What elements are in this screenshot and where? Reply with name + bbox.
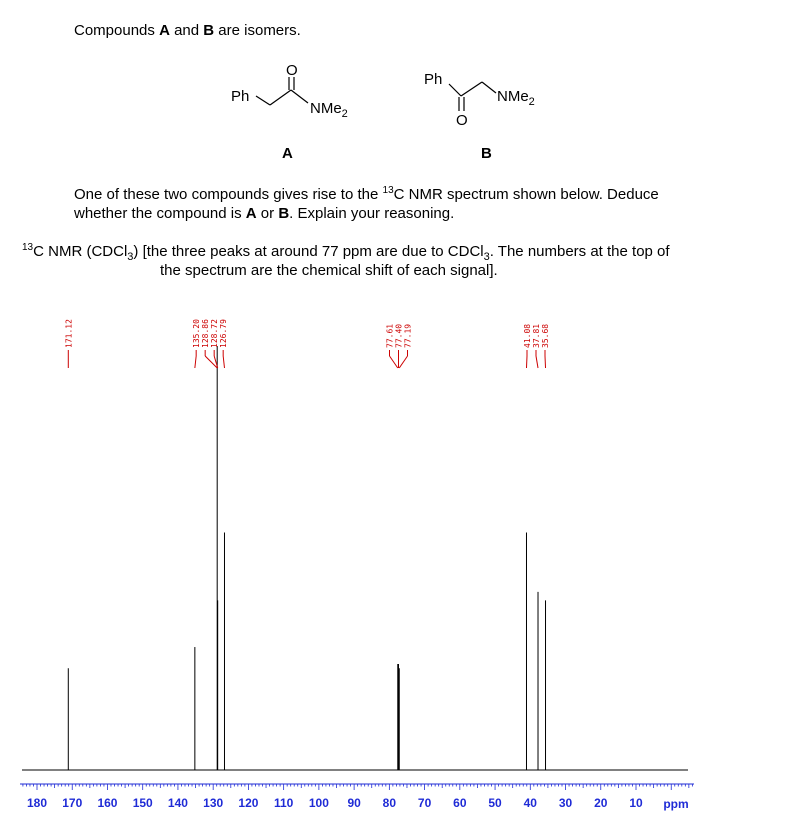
question-line-2-label-b: B [278, 205, 290, 222]
x-tick-label-110: 110 [273, 796, 294, 810]
peak-label-2: 135.20 [192, 319, 202, 348]
structure-a-o: O [286, 62, 298, 79]
peak-label-1: 171.12 [64, 319, 74, 348]
x-tick-label-140: 140 [167, 796, 188, 810]
peak-connector-9 [526, 356, 527, 368]
peak-connector-5 [223, 356, 224, 368]
structure-a-ph: Ph [231, 88, 250, 105]
peak-label-9: 41.08 [523, 323, 533, 348]
peak-label-3: 128.86 [201, 319, 211, 348]
x-tick-label-50: 50 [488, 796, 502, 810]
peak-label-8: 77.19 [403, 323, 413, 348]
x-tick-label-100: 100 [308, 796, 329, 810]
peak-label-4: 128.72 [210, 319, 220, 348]
structure-b-nme-text: NMe [497, 88, 529, 105]
x-tick-label-170: 170 [62, 796, 83, 810]
x-tick-label-10: 10 [629, 796, 643, 810]
question-line-2-or: or [256, 205, 279, 222]
caption-isotope-sup: 13 [22, 242, 34, 253]
peak-label-7: 77.40 [394, 323, 404, 348]
peak-label-11: 35.68 [541, 323, 551, 348]
peak-label-6: 77.61 [385, 323, 395, 348]
x-tick-label-90: 90 [347, 796, 361, 810]
x-tick-label-60: 60 [453, 796, 467, 810]
x-tick-label-130: 130 [203, 796, 224, 810]
intro-label-b: B [203, 22, 215, 39]
x-tick-label-20: 20 [594, 796, 608, 810]
question-line-1-prefix: One of these two compounds gives rise to the [74, 186, 383, 203]
x-tick-label-80: 80 [382, 796, 397, 810]
question-line-2-suffix: . Explain your reasoning. [289, 205, 455, 222]
x-tick-label-180: 180 [26, 796, 48, 810]
structure-b-label: B [481, 145, 492, 162]
structure-b-nme-sub: 2 [528, 96, 535, 108]
caption-sub-1: 3 [127, 251, 134, 263]
caption-line-2: the spectrum are the chemical shift of each signal]. [160, 262, 498, 279]
peak-connector-8 [399, 356, 407, 368]
peak-connector-11 [545, 356, 546, 368]
question-line-2-prefix: whether the compound is [74, 205, 246, 222]
caption-line-1-b: ) [the three peaks at around 77 ppm are due to CDCl [133, 243, 484, 260]
intro-label-a: A [159, 22, 170, 39]
x-axis-unit-label: ppm [663, 797, 689, 811]
peak-label-5: 126.79 [219, 319, 229, 348]
x-tick-label-30: 30 [558, 796, 573, 810]
caption-line-1-a: C NMR (CDCl [33, 243, 128, 260]
question-line-2-label-a: A [245, 205, 257, 222]
peak-connector-10 [536, 356, 538, 368]
x-tick-label-70: 70 [417, 796, 432, 810]
caption-sub-2: 3 [483, 251, 490, 263]
question-isotope-sup: 13 [382, 185, 394, 196]
intro-suffix-text: are isomers. [214, 22, 301, 39]
intro-text: Compounds [74, 22, 160, 39]
peak-connector-6 [390, 356, 398, 368]
peak-connector-2 [195, 356, 196, 368]
structure-b-ph: Ph [424, 71, 443, 88]
question-line-1-suffix: C NMR spectrum shown below. Deduce [393, 186, 659, 203]
intro-and-text: and [169, 22, 204, 39]
structure-b-o: O [456, 112, 468, 129]
x-tick-label-40: 40 [523, 796, 537, 810]
structure-a-nme-sub: 2 [341, 108, 348, 120]
peak-connector-3 [205, 356, 217, 368]
structure-a-label: A [282, 145, 293, 162]
caption-line-1-c: . The numbers at the top of [489, 243, 670, 260]
structure-a-nme-text: NMe [310, 100, 342, 117]
peak-label-10: 37.81 [532, 323, 542, 348]
x-tick-label-160: 160 [97, 796, 118, 810]
x-tick-label-120: 120 [238, 796, 259, 810]
x-tick-label-150: 150 [132, 796, 153, 810]
